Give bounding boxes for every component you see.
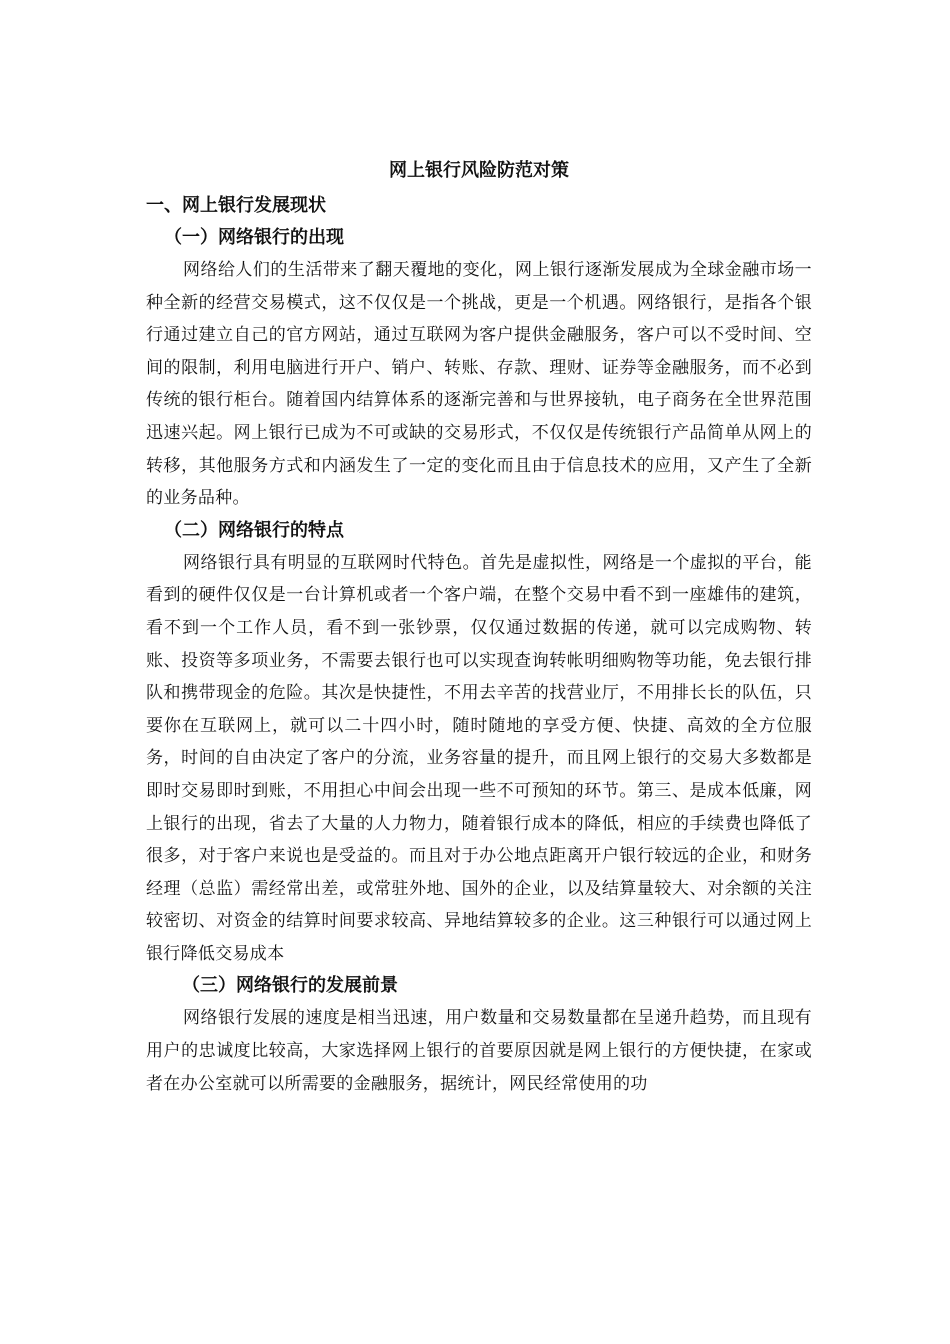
subsection-heading-2: （二）网络银行的特点 [164, 519, 344, 541]
document-title: 网上银行风险防范对策 [389, 160, 569, 181]
subsection-heading-3: （三）网络银行的发展前景 [182, 975, 398, 997]
paragraph-features: 网络银行具有明显的互联网时代特色。首先是虚拟性，网络是一个虚拟的平台，能看到的硬件仅仅是一台计算机或者一个客户端，在整个交易中看不到一座雄伟的建筑，看不到一个工作人员，看不到一张钞票，仅仅通过数据的传递，就可以完成购物、转账、投资等多项业务，不需要去银行也可以实现查询转帐明细购物等功能，免去银行排队和携带现金的危险。其次是快捷性，不用去辛苦的找营业厅，不用排长长的队伍，只要你在互联网上，就可以二十四小时，随时随地的享受方便、快捷、高效的全方位服务，时间的自由决定了客户的分流，业务容量的提升，而且网上银行的交易大多数都是即时交易即时到账，不用担心中间会出现一些不可预知的环节。第三、是成本低廉，网上银行的出现，省去了大量的人力物力，随着银行成本的降低，相应的手续费也降低了很多，对于客户来说也是受益的。而且对于办公地点距离开户银行较远的企业，和财务经理（总监）需经常出差，或常驻外地、国外的企业，以及结算量较大、对余额的关注较密切、对资金的结算时间要求较高、异地结算较多的企业。这三种银行可以通过网上银行降低交易成本 [146, 552, 812, 964]
paragraph-emergence: 网络给人们的生活带来了翻天覆地的变化，网上银行逐渐发展成为全球金融市场一种全新的经营交易模式，这不仅仅是一个挑战，更是一个机遇。网络银行，是指各个银行通过建立自己的官方网站，通过互联网为客户提供金融服务，客户可以不受时间、空间的限制，利用电脑进行开户、销户、转账、存款、理财、证券等金融服务，而不必到传统的银行柜台。随着国内结算体系的逐渐完善和与世界接轨，电子商务在全世界范围迅速兴起。网上银行已成为不可或缺的交易形式，不仅仅是传统银行产品简单从网上的转移，其他服务方式和内涵发生了一定的变化而且由于信息技术的应用，又产生了全新的业务品种。 [146, 260, 812, 509]
section-heading-1: 一、网上银行发展现状 [146, 195, 326, 216]
subsection-heading-1: （一）网络银行的出现 [164, 227, 344, 248]
document-page [146, 152, 812, 1100]
paragraph-prospects: 网络银行发展的速度是相当迅速，用户数量和交易数量都在呈递升趋势，而且现有用户的忠诚度比较高，大家选择网上银行的首要原因就是网上银行的方便快捷，在家或者在办公室就可以所需要的金融服务，据统计，网民经常使用的功 [146, 1008, 812, 1094]
